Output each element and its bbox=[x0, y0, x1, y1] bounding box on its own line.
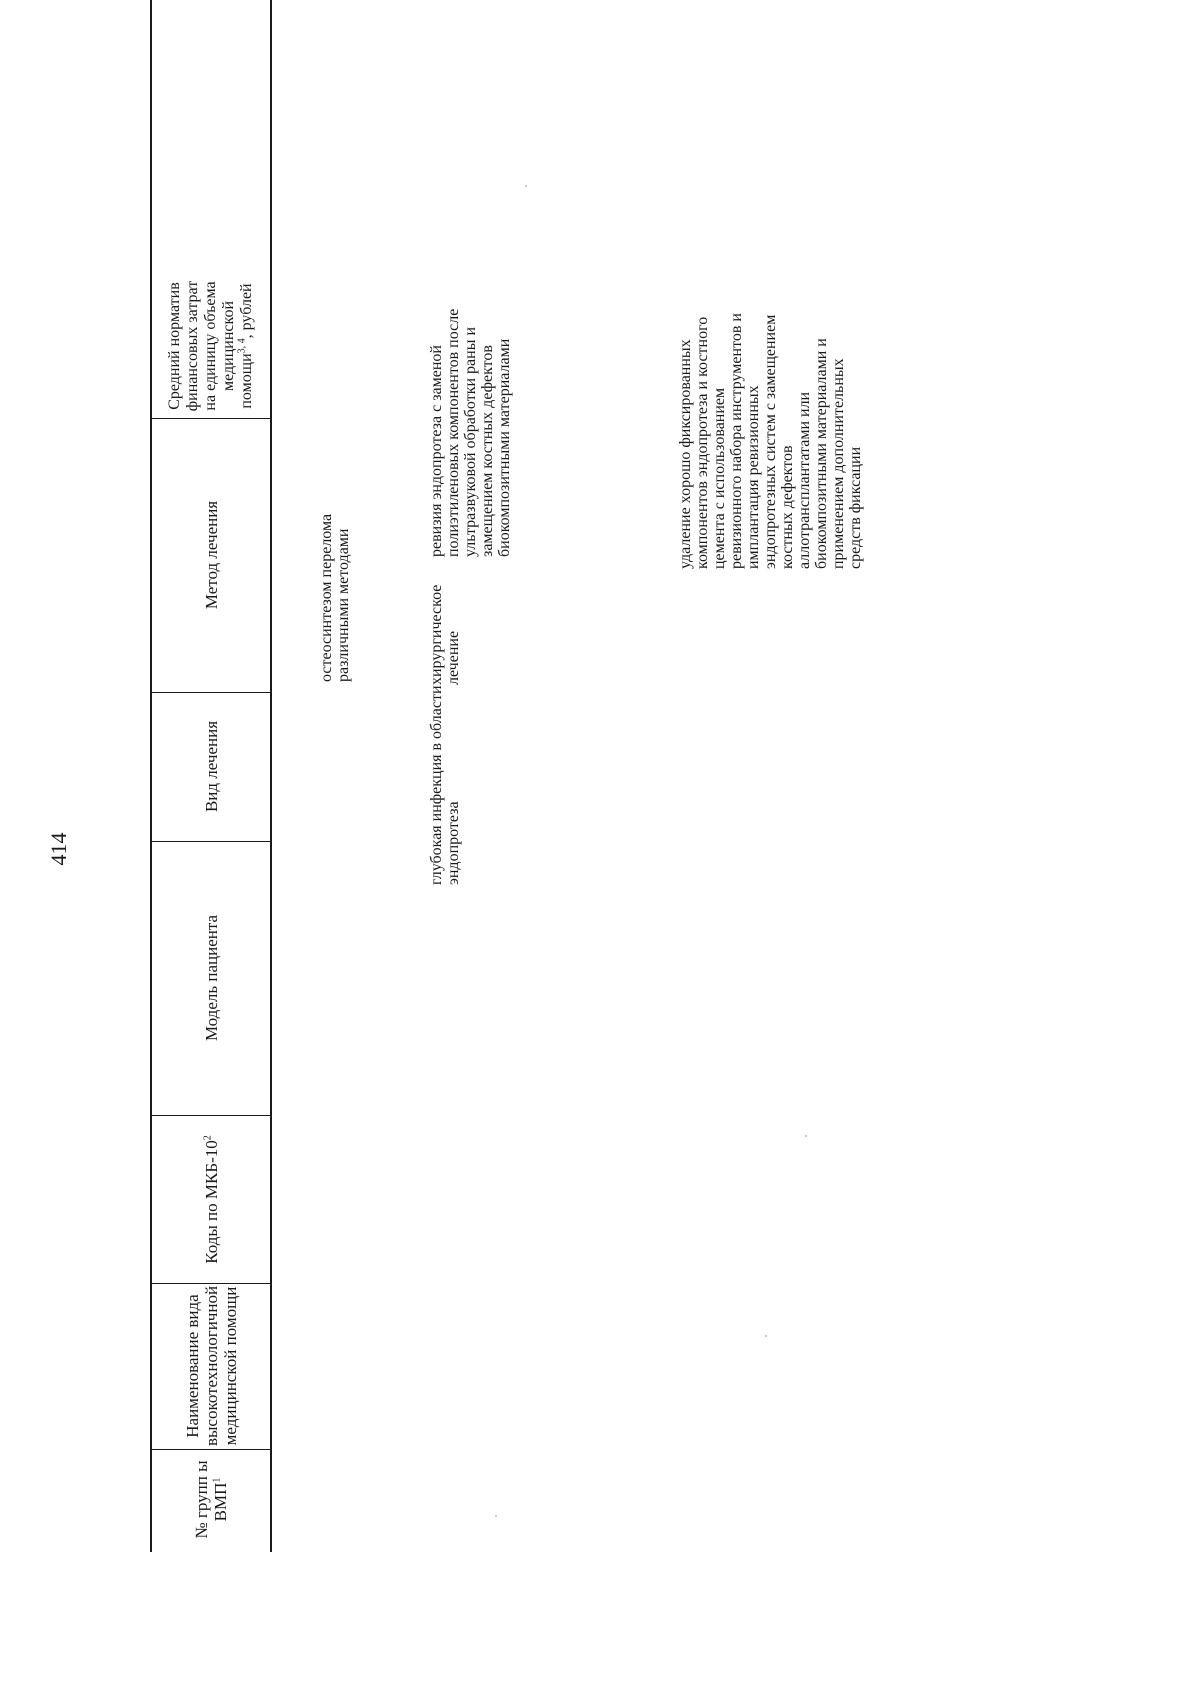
scan-speck bbox=[765, 1335, 767, 1337]
header-vmp-name: Наименование вида высокотехнологичной медицинской помощи bbox=[182, 1285, 240, 1447]
header-treatment-method: Метод лечения bbox=[201, 500, 221, 610]
header-bottom-rule bbox=[270, 0, 272, 1552]
col-divider bbox=[150, 418, 271, 419]
col-divider bbox=[150, 1115, 271, 1116]
table-row-3-method: удаление хорошо фиксированных компонентов эндопротеза и костного цемента с использованием ревизионного набора инструментов и имплантация ревизионных эндопротезных систем с замещением костных дефектов аллотрансплантатами или биокомпозитными материалами и применением дополнительных средств фиксации bbox=[677, 313, 864, 569]
col-divider bbox=[150, 1283, 271, 1284]
scan-speck bbox=[805, 1135, 807, 1137]
col-divider bbox=[150, 841, 271, 842]
header-icd-codes: Коды по МКБ-$10^2$ bbox=[201, 1135, 221, 1264]
header-group-no: № групп ы ВМП$^1$ bbox=[192, 1460, 230, 1539]
table-row-2-treatment-type: хирургическое лечение bbox=[428, 584, 462, 685]
table-row-2-patient-model: глубокая инфекция в области эндопротеза bbox=[428, 685, 462, 885]
table-row-2-method: ревизия эндопротеза с заменой полиэтиленовых компонентов после ультразвуковой обработки раны и замещением костных дефектов биокомпозитными материалами bbox=[428, 308, 513, 557]
scan-speck bbox=[495, 1515, 497, 1517]
table-row-1-method: остеосинтезом перелома различными методами bbox=[318, 513, 352, 682]
page-number: 414 bbox=[46, 832, 71, 866]
col-divider bbox=[150, 1449, 271, 1450]
header-cost-standard: Средний норматив финансовых затрат на единицу объема медицинской помощи$^{3, 4}$, рублей bbox=[166, 280, 255, 412]
header-patient-model: Модель пациента bbox=[201, 914, 221, 1042]
header-treatment-type: Вид лечения bbox=[201, 720, 221, 813]
col-divider bbox=[150, 692, 271, 693]
scan-speck bbox=[525, 185, 527, 187]
